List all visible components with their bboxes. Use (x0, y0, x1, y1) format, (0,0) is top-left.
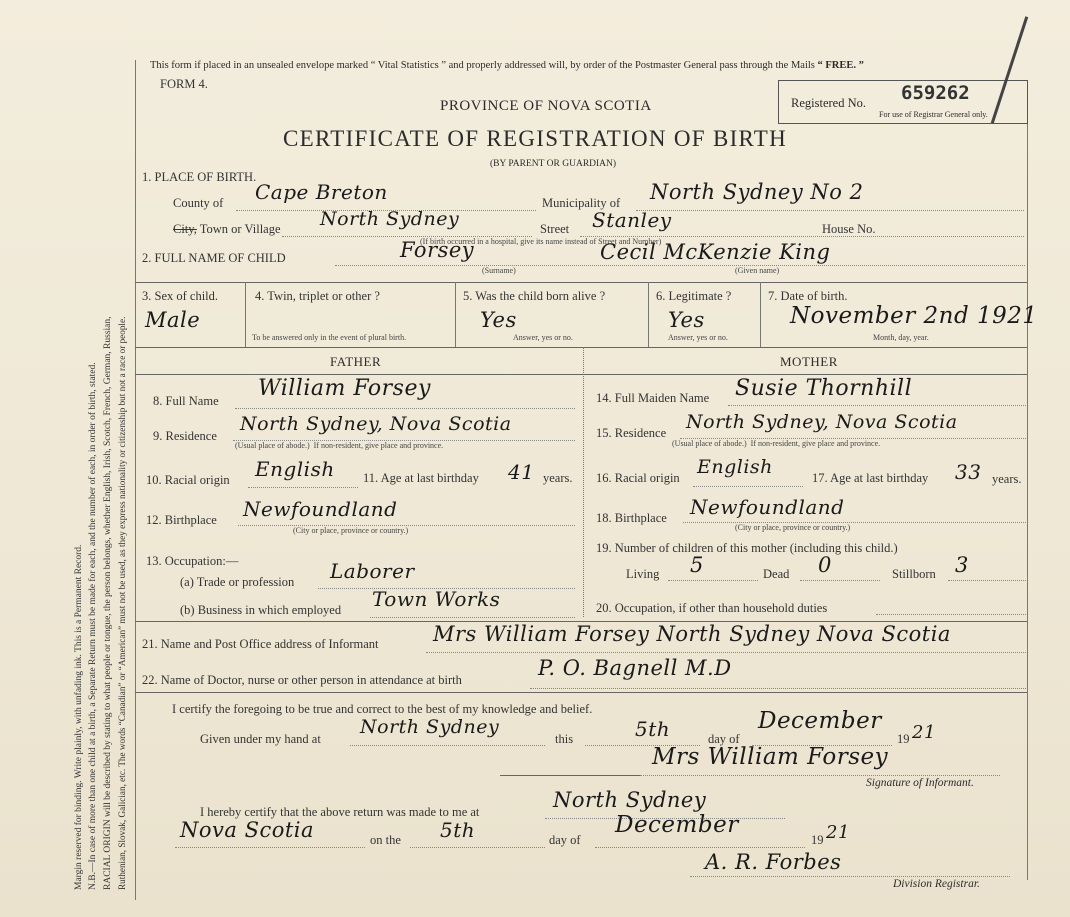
certify-statement: I certify the foregoing to be true and correct to the best of my knowledge and belief. (172, 702, 593, 716)
father-heading: FATHER (330, 354, 382, 369)
mother-age-value: 33 (955, 460, 982, 484)
given-month-value: December (758, 708, 882, 734)
father-racial-line (248, 487, 358, 488)
margin-line-4: Ruthenian, Slovak, Galician, etc. The words “Canadian” or “American” must not be used, as they express nationality or citizenship but not a race or people. (117, 316, 127, 890)
informant-line (426, 652, 1026, 653)
sex-value: Male (145, 308, 201, 332)
father-residence-label: 9. Residence (153, 429, 217, 443)
frame-right (1027, 120, 1028, 880)
row3-top-rule (135, 282, 1027, 283)
business-line (370, 617, 575, 618)
on-the-label: on the (370, 833, 401, 847)
mother-birthplace-note: (City or place, province or country.) (735, 523, 851, 532)
given-year-prefix: 19 (897, 732, 910, 746)
form-number: FORM 4. (160, 77, 208, 91)
dead-value: 0 (818, 553, 832, 577)
occupation-label: 13. Occupation:— (146, 554, 239, 568)
row3-div-2 (455, 282, 456, 347)
given-name-note: (Given name) (735, 266, 780, 275)
informant-signature-line (640, 775, 1000, 776)
stillborn-line (948, 580, 1026, 581)
mother-name-value: Susie Thornhill (735, 376, 913, 401)
return-province-line (175, 847, 365, 848)
return-day-value: 5th (440, 818, 476, 842)
margin-line-3: RACIAL ORIGIN will be described by stating to what people or tongue, the person belongs, whether English, Irish, Scotch, French, German, Russian, (103, 316, 113, 890)
legitimate-value: Yes (668, 308, 705, 332)
dob-label: 7. Date of birth. (768, 289, 848, 303)
informant-signature: Mrs William Forsey (652, 744, 889, 770)
born-alive-value: Yes (480, 308, 517, 332)
mother-residence-value: North Sydney, Nova Scotia (686, 411, 958, 433)
certificate-title: CERTIFICATE OF REGISTRATION OF BIRTH (283, 126, 788, 151)
return-month-line (595, 847, 805, 848)
municipality-value: North Sydney No 2 (650, 180, 864, 204)
parents-top-rule (135, 347, 1027, 348)
father-birthplace-value: Newfoundland (243, 497, 398, 521)
born-alive-note: Answer, yes or no. (513, 333, 573, 342)
father-racial-label: 10. Racial origin (146, 473, 230, 487)
place-of-birth-label: 1. PLACE OF BIRTH. (142, 170, 257, 184)
father-name-value: William Forsey (258, 376, 431, 401)
return-province-value: Nova Scotia (180, 818, 315, 842)
division-registrar-label: Division Registrar. (893, 878, 980, 890)
legitimate-label: 6. Legitimate ? (656, 289, 732, 303)
parents-divider (583, 347, 584, 617)
house-no-label: House No. (822, 222, 876, 236)
mother-age-label: 17. Age at last birthday (812, 471, 929, 485)
row3-div-1 (245, 282, 246, 347)
return-year-value: 21 (826, 822, 850, 843)
mother-name-line (728, 405, 1026, 406)
mother-abode-note: (Usual place of abode.) If non-resident, give place and province. (672, 439, 881, 448)
dead-line (800, 580, 880, 581)
hereby-label: I hereby certify that the above return was made to me at (200, 805, 480, 819)
child-name-line (335, 265, 1025, 266)
twin-note: To be answered only in the event of plural birth. (252, 333, 407, 342)
living-label: Living (626, 567, 660, 581)
father-abode-note: (Usual place of abode.) If non-resident, give place and province. (235, 441, 444, 450)
mail-notice: This form if placed in an unsealed envelope marked “ Vital Statistics ” and properly addressed will, by order of the Postmaster General pass through the Mails “ FREE. ” (150, 60, 864, 71)
county-label: County of (173, 196, 224, 210)
doctor-label: 22. Name of Doctor, nurse or other person in attendance at birth (142, 673, 462, 687)
return-day-line (410, 847, 545, 848)
day-of-label: day of (708, 732, 740, 746)
living-value: 5 (690, 553, 704, 577)
informant-value: Mrs William Forsey North Sydney Nova Scotia (433, 622, 951, 646)
hospital-note: (If birth occurred in a hospital, give its name instead of Street and Number) (420, 237, 662, 246)
registrar-note: For use of Registrar General only. (879, 110, 988, 119)
legitimate-note: Answer, yes or no. (668, 333, 728, 342)
street-value: Stanley (592, 208, 672, 232)
mother-racial-line (693, 486, 803, 487)
born-alive-label: 5. Was the child born alive ? (463, 289, 606, 303)
informant-label: 21. Name and Post Office address of Informant (142, 637, 379, 651)
surname-note: (Surname) (482, 266, 516, 275)
parents-heading-rule (135, 374, 1027, 375)
certify-top-rule (135, 692, 1027, 693)
father-name-line (235, 408, 575, 409)
given-under-label: Given under my hand at (200, 732, 321, 746)
father-residence-value: North Sydney, Nova Scotia (240, 413, 512, 435)
given-year-value: 21 (912, 722, 936, 743)
stillborn-label: Stillborn (892, 567, 936, 581)
margin-line-1: Margin reserved for binding. Write plainly, with unfading ink. This is a Permanent Record. (74, 544, 84, 890)
stillborn-value: 3 (955, 553, 969, 577)
given-day-value: 5th (635, 717, 671, 741)
dob-value: November 2nd 1921 (790, 303, 1038, 329)
day-of-label-2: day of (549, 833, 581, 847)
business-value: Town Works (372, 587, 501, 611)
sex-label: 3. Sex of child. (142, 289, 219, 303)
father-age-label: 11. Age at last birthday (363, 471, 479, 485)
return-year-prefix: 19 (811, 833, 824, 847)
county-value: Cape Breton (255, 180, 388, 204)
doctor-value: P. O. Bagnell M.D (538, 656, 732, 680)
this-label: this (555, 732, 574, 746)
mother-racial-value: English (697, 456, 773, 478)
certificate-subtitle: (BY PARENT OR GUARDIAN) (490, 159, 617, 169)
mother-occupation-label: 20. Occupation, if other than household duties (596, 601, 828, 615)
informant-signature-rule (500, 775, 640, 776)
twin-label: 4. Twin, triplet or other ? (255, 289, 380, 303)
mother-racial-label: 16. Racial origin (596, 471, 680, 485)
given-place-value: North Sydney (360, 716, 500, 738)
doctor-line (530, 688, 1026, 689)
signature-informant-label: Signature of Informant. (866, 777, 974, 789)
mother-birthplace-label: 18. Birthplace (596, 511, 667, 525)
mother-heading: MOTHER (780, 354, 838, 369)
row3-div-3 (648, 282, 649, 347)
father-age-value: 41 (508, 460, 535, 484)
registrar-signature-line (690, 876, 1010, 877)
row3-div-4 (760, 282, 761, 347)
trade-label: (a) Trade or profession (180, 575, 295, 589)
registrar-signature: A. R. Forbes (705, 850, 842, 874)
father-birthplace-note: (City or place, province or country.) (293, 526, 409, 535)
margin-line-2: N.B.—In case of more than one child at a birth, a Separate Return must be made for each, and the number of each, in order of birth, stated. (88, 362, 98, 890)
dob-note: Month, day, year. (873, 333, 929, 342)
children-count-label: 19. Number of children of this mother (including this child.) (596, 541, 898, 555)
street-label: Street (540, 222, 570, 236)
dead-label: Dead (763, 567, 790, 581)
town-value: North Sydney (320, 208, 460, 230)
town-label: City, Town or Village (173, 222, 281, 236)
municipality-label: Municipality of (542, 196, 621, 210)
father-racial-value: English (255, 457, 335, 481)
return-place-value: North Sydney (553, 788, 707, 812)
child-given-name: Cecil McKenzie King (600, 240, 831, 264)
given-place-line (350, 745, 545, 746)
mother-years-label: years. (992, 472, 1022, 486)
father-name-label: 8. Full Name (153, 394, 219, 408)
return-month-value: December (615, 812, 739, 838)
municipality-line (636, 210, 1024, 211)
child-surname: Forsey (400, 238, 475, 262)
province-heading: PROVINCE OF NOVA SCOTIA (440, 98, 652, 114)
registered-number-box (778, 80, 1028, 124)
mother-occupation-line (876, 614, 1026, 615)
business-label: (b) Business in which employed (180, 603, 342, 617)
frame-left (135, 60, 136, 900)
mother-name-label: 14. Full Maiden Name (596, 391, 710, 405)
living-line (668, 580, 758, 581)
father-birthplace-label: 12. Birthplace (146, 513, 217, 527)
mother-birthplace-value: Newfoundland (690, 495, 845, 519)
registered-label: Registered No. (791, 96, 866, 110)
mother-residence-label: 15. Residence (596, 426, 667, 440)
child-name-label: 2. FULL NAME OF CHILD (142, 251, 286, 265)
father-years-label: years. (543, 471, 573, 485)
registered-number: 659262 (901, 82, 970, 104)
trade-value: Laborer (330, 559, 415, 583)
